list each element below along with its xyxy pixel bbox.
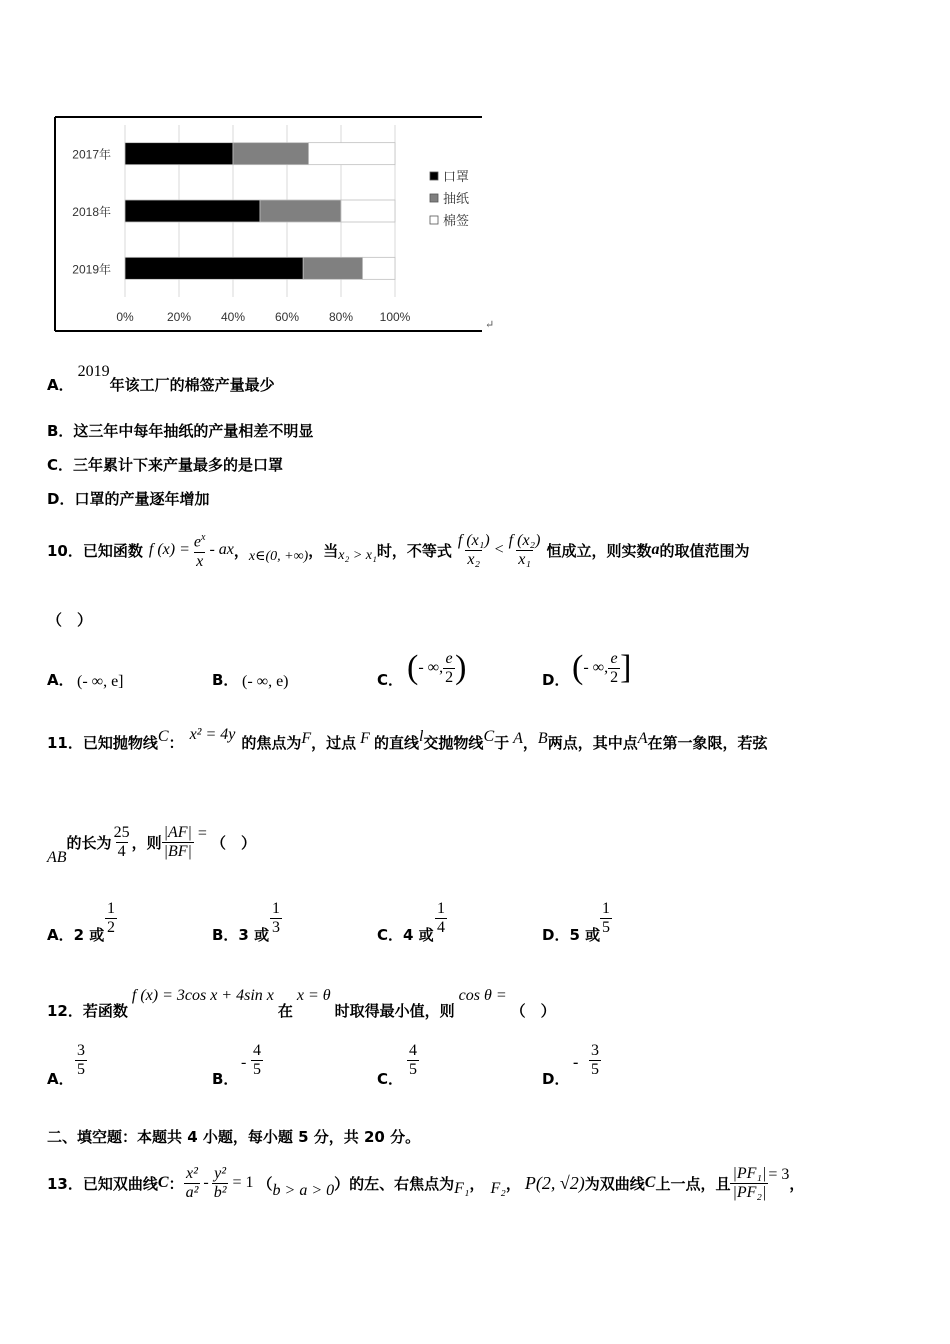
q12-opt-c-den: 5 xyxy=(409,1061,417,1078)
q10-ineq-label: 时，不等式 xyxy=(376,541,452,560)
q10-opt-d-frac xyxy=(608,650,620,687)
q10-opt-d-label: D． xyxy=(542,671,570,689)
q12-opt-d-label: D． xyxy=(542,1070,570,1088)
q10-domain: x∈(0, +∞) xyxy=(248,548,309,564)
q11-opt-c-den: 4 xyxy=(437,919,445,936)
q13-end: ， xyxy=(789,1174,805,1193)
q12-opt-d-num: 3 xyxy=(591,1042,599,1059)
q11-C2: C xyxy=(483,727,495,745)
q12-opt-b-num: 4 xyxy=(253,1042,261,1059)
q13-foci: 的左、右焦点为 xyxy=(349,1174,455,1193)
q10-e: e xyxy=(193,533,201,551)
x-tick-label: 40% xyxy=(220,310,246,324)
q13-F1: F₁ xyxy=(454,1180,470,1197)
q10-minus-ax: - ax xyxy=(209,541,234,558)
q11-through: ，过点 xyxy=(311,734,357,752)
q13-pf1: |PF₁| xyxy=(732,1164,767,1182)
bar-segment xyxy=(125,143,233,165)
q11-then: ，则 xyxy=(131,833,162,852)
x-tick-label: 0% xyxy=(116,310,134,324)
q13-comma: ， xyxy=(469,1174,485,1193)
q11-opt-d-num: 1 xyxy=(602,900,610,917)
q12-opt-a-den: 5 xyxy=(77,1061,85,1078)
x-tick-label: 60% xyxy=(274,310,300,324)
q11-opt-a-label: A．2 或 xyxy=(47,926,105,944)
q10-opt-d-pre: - ∞, xyxy=(583,659,609,676)
q12-fx: f (x) = 3cos x + 4sin x xyxy=(131,987,274,1004)
q10-opt-a: (- ∞, e] xyxy=(77,673,124,690)
q11-opt-b-frac xyxy=(270,900,282,937)
q13-eq1: = 1 xyxy=(232,1174,254,1191)
q10-e-sup: x xyxy=(200,532,206,544)
q11-opt-d-den: 5 xyxy=(602,919,610,936)
q9-option-c: C．三年累计下来产量最多的是口罩 xyxy=(47,456,284,474)
q11-options xyxy=(47,898,747,946)
q10-opt-d-num: e xyxy=(610,649,618,667)
x-tick-label: 100% xyxy=(379,310,411,324)
q13-minus: - xyxy=(203,1174,209,1191)
q11-af: |AF| xyxy=(163,823,192,841)
q13-C2: C xyxy=(644,1174,656,1191)
q11-C: C xyxy=(157,727,169,745)
q11-opt-a-frac xyxy=(105,900,117,937)
q10-tail2: 的取值范围为 xyxy=(659,541,750,560)
q13-colon: ： xyxy=(168,1174,184,1193)
y-tick-label: 2017年 xyxy=(72,147,111,162)
q11-len-frac xyxy=(112,824,132,861)
q11-paren: （ ） xyxy=(210,833,256,852)
q11-comma: ， xyxy=(522,734,538,752)
q10-opt-c xyxy=(407,645,466,691)
q10-opt-d-den: 2 xyxy=(610,668,619,686)
q13-pf-frac xyxy=(730,1165,768,1202)
y-tick-label: 2018年 xyxy=(72,205,111,219)
q11-eq: x² = 4y xyxy=(189,725,236,743)
q11-opt-c-num: 1 xyxy=(437,900,445,917)
q11-len-den: 4 xyxy=(117,842,126,860)
q12-stem xyxy=(47,982,556,1022)
q13-b2: b² xyxy=(213,1183,227,1201)
q9-option-b: B．这三年中每年抽纸的产量相差不明显 xyxy=(47,422,314,440)
q10-opt-c-den: 2 xyxy=(445,668,454,686)
q10-fx: f (x) = xyxy=(148,541,190,558)
q13-rp: ） xyxy=(334,1174,350,1193)
q11-l: l xyxy=(418,727,424,745)
q11-opt-b-den: 3 xyxy=(272,919,280,936)
q9-a-year: 2019 xyxy=(77,363,110,380)
chart-svg xyxy=(54,115,484,333)
q12-opt-a-frac xyxy=(75,1042,87,1079)
q12-opt-d-sign: - xyxy=(573,1054,579,1071)
q11-A2: A xyxy=(637,729,648,747)
q11-AB: AB xyxy=(47,849,67,866)
q13-pf2: |PF₂| xyxy=(732,1183,767,1201)
legend-swatch xyxy=(430,216,438,224)
q13-y2: y² xyxy=(214,1164,227,1182)
q11-eqs: = xyxy=(197,825,207,842)
q11-F2: F xyxy=(360,729,370,747)
q12-options xyxy=(47,1040,747,1090)
q11-opt-c-frac xyxy=(435,900,447,937)
q12-opt-a-label: A． xyxy=(47,1070,74,1088)
q11-cross: 交抛物线 xyxy=(423,734,484,752)
bar-segment xyxy=(363,257,395,279)
q11-at: 于 xyxy=(494,734,510,752)
q11-A: A xyxy=(513,729,523,747)
q13-comma2: ， xyxy=(505,1174,521,1193)
q13-on: 为双曲线 xyxy=(584,1174,645,1193)
q9-option-d: D．口罩的产量逐年增加 xyxy=(47,490,210,508)
q10-opt-c-num: e xyxy=(445,649,453,667)
q10-x: x xyxy=(196,552,204,570)
q12-opt-b-frac xyxy=(251,1042,263,1079)
bar-segment xyxy=(309,143,395,165)
q12-opt-c-label: C． xyxy=(377,1070,404,1088)
q10-opt-c-close: ) xyxy=(455,649,467,686)
q10-tail: 恒成立，则实数 xyxy=(546,541,652,560)
q13-lp: （ xyxy=(257,1174,273,1193)
bar-segment xyxy=(260,200,341,222)
q12-opt-b-label: B． xyxy=(212,1070,239,1088)
q12-opt-d-frac xyxy=(589,1042,601,1079)
return-mark: ↵ xyxy=(485,318,495,331)
legend-swatch xyxy=(430,172,438,180)
q10-lt: < xyxy=(494,541,504,558)
section-2-heading: 二、填空题：本题共 4 小题，每小题 5 分，共 20 分。 xyxy=(47,1128,421,1146)
q10-x1: x₁ xyxy=(518,550,531,568)
q12-opt-c-num: 4 xyxy=(409,1042,417,1059)
q13-cond: b > a > 0 xyxy=(272,1182,335,1199)
q10-opt-c-open: ( xyxy=(407,649,419,686)
q10-opt-d xyxy=(572,645,631,691)
q10-opt-c-frac xyxy=(443,650,455,687)
q13-y-frac xyxy=(212,1165,229,1202)
bar-segment xyxy=(303,257,362,279)
q10-opt-c-pre: - ∞, xyxy=(418,659,444,676)
q11-first: 在第一象限，若弦 xyxy=(647,734,768,752)
q11-line: 的直线 xyxy=(373,734,419,752)
q13-P: P(2, √2) xyxy=(524,1172,585,1193)
q11-two: 两点，其中点 xyxy=(547,734,638,752)
q11-opt-b-label: B．3 或 xyxy=(212,926,270,944)
legend-swatch xyxy=(430,194,438,202)
q12-cos: cos θ = xyxy=(458,987,507,1004)
q12-opt-a-num: 3 xyxy=(77,1042,85,1059)
q11-opt-a-num: 1 xyxy=(107,900,115,917)
q11-stem-2 xyxy=(47,812,256,872)
q9-a-label: A． xyxy=(47,376,74,394)
x-tick-label: 80% xyxy=(328,310,354,324)
q10-opt-c-label: C． xyxy=(377,671,404,689)
q12-mid: 时取得最小值，则 xyxy=(334,1001,455,1020)
q10-x2: x₂ xyxy=(467,550,481,568)
legend-label: 口罩 xyxy=(443,169,470,184)
q11-len-num: 25 xyxy=(113,823,130,841)
q11-opt-b-num: 1 xyxy=(272,900,280,917)
q13-stem xyxy=(47,1152,804,1214)
q11-opt-a-den: 2 xyxy=(107,919,115,936)
q13-eq3: = 3 xyxy=(768,1166,790,1183)
q11-opt-d-label: D．5 或 xyxy=(542,926,601,944)
q10-comma: ， xyxy=(233,541,249,560)
q12-cond: x = θ xyxy=(296,987,331,1004)
q12-opt-d-den: 5 xyxy=(591,1061,599,1078)
q12-opt-c-frac xyxy=(407,1042,419,1079)
bar-segment xyxy=(233,143,309,165)
q11-number: 11．已知抛物线 xyxy=(47,734,158,752)
q9-option-a xyxy=(47,362,275,394)
q10-number: 10．已知函数 xyxy=(47,541,143,560)
q10-paren: （ ） xyxy=(47,611,93,629)
q11-opt-c-label: C．4 或 xyxy=(377,926,434,944)
q13-upoint: 上一点，且 xyxy=(655,1174,731,1193)
q12-opt-b-sign: - xyxy=(241,1054,247,1071)
q13-C: C xyxy=(157,1174,169,1191)
q13-F2: F₂ xyxy=(490,1180,506,1197)
q10-options xyxy=(47,645,747,695)
q12-paren: （ ） xyxy=(510,1001,556,1020)
q12-opt-b-den: 5 xyxy=(253,1061,261,1078)
q10-opt-a-label: A． xyxy=(47,671,74,689)
q10-a: a xyxy=(651,541,660,558)
q10-opt-d-close: ] xyxy=(620,649,632,686)
q13-number: 13．已知双曲线 xyxy=(47,1174,158,1193)
q10-frac-2 xyxy=(507,532,543,569)
q9-a-text: 年该工厂的棉签产量最少 xyxy=(109,376,275,394)
q10-stem xyxy=(47,520,749,580)
bar-segment xyxy=(125,200,260,222)
bar-segment xyxy=(125,257,303,279)
q10-ex-frac xyxy=(192,529,208,570)
q13-a2: a² xyxy=(185,1183,199,1201)
q11-B: B xyxy=(537,729,548,747)
q12-number: 12．若函数 xyxy=(47,1001,128,1020)
q11-bf: |BF| xyxy=(163,842,192,860)
q11-opt-d-frac xyxy=(600,900,612,937)
legend-label: 抽纸 xyxy=(443,191,470,206)
q10-cond: x₂ > x₁ xyxy=(338,548,377,563)
q13-x2: x² xyxy=(186,1164,198,1182)
q13-x-frac xyxy=(184,1165,201,1202)
q11-F: F xyxy=(301,729,312,747)
q11-len: 的长为 xyxy=(66,833,112,852)
bar-segment xyxy=(341,200,395,222)
x-tick-label: 20% xyxy=(166,310,192,324)
q10-when: ，当 xyxy=(308,541,339,560)
q11-ratio-frac xyxy=(162,824,194,861)
q11-focus: 的焦点为 xyxy=(241,734,302,752)
q12-at: 在 xyxy=(277,1001,293,1020)
q10-f2: f (x₂) xyxy=(508,531,541,549)
q10-opt-d-open: ( xyxy=(572,649,584,686)
q11-stem xyxy=(47,725,768,753)
bar-chart xyxy=(54,115,484,333)
q10-frac-1 xyxy=(456,532,492,569)
y-tick-label: 2019年 xyxy=(72,262,111,277)
q10-opt-b: (- ∞, e) xyxy=(242,673,289,690)
q10-opt-b-label: B． xyxy=(212,671,239,689)
q10-f1: f (x₁) xyxy=(457,531,490,549)
q11-colon: ： xyxy=(168,734,184,752)
legend-label: 棉签 xyxy=(443,213,470,228)
